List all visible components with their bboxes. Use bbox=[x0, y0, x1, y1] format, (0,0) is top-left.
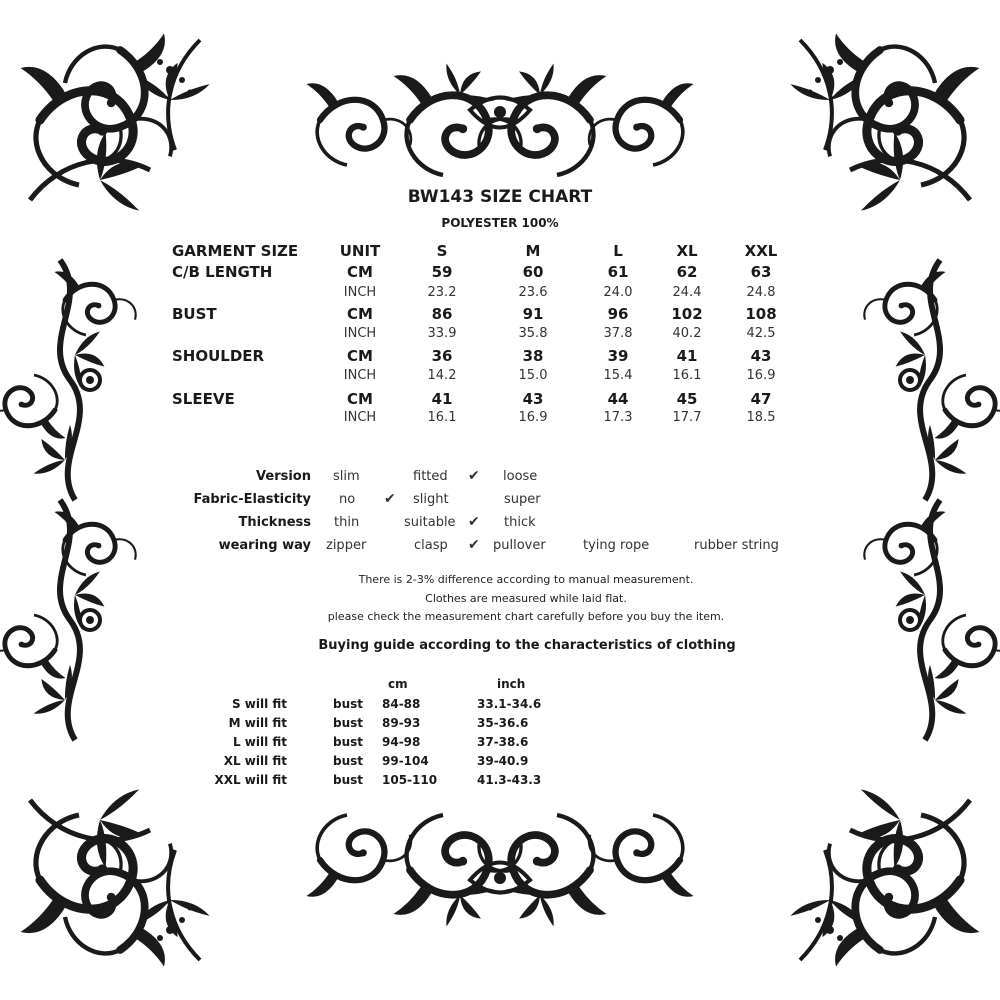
cm-value: 43 bbox=[522, 390, 544, 408]
option-rubber-string: rubber string bbox=[694, 538, 779, 553]
inch-value: 18.5 bbox=[746, 410, 776, 425]
guide-cm-range: 89-93 bbox=[382, 716, 421, 730]
inch-value: 24.0 bbox=[603, 285, 633, 300]
cm-value: 44 bbox=[607, 390, 629, 408]
size-header-s: S bbox=[436, 242, 448, 260]
guide-inch-range: 37-38.6 bbox=[477, 735, 529, 749]
cm-value: 41 bbox=[676, 347, 698, 365]
cm-value: 61 bbox=[607, 263, 629, 281]
cm-value: 59 bbox=[431, 263, 453, 281]
guide-fit-label: XL will fit bbox=[223, 754, 287, 768]
inch-value: 35.8 bbox=[518, 326, 548, 341]
row-label-bust: BUST bbox=[172, 305, 217, 323]
guide-measure: bust bbox=[333, 716, 364, 730]
guide-fit-label: S will fit bbox=[231, 697, 287, 711]
guide-cm-range: 105-110 bbox=[382, 773, 438, 787]
inch-value: 16.9 bbox=[518, 410, 548, 425]
guide-inch-range: 39-40.9 bbox=[477, 754, 529, 768]
size-header-l: L bbox=[613, 242, 623, 260]
option-clasp: clasp bbox=[414, 538, 448, 553]
check-mark-icon: ✔ bbox=[468, 468, 480, 484]
option-thin: thin bbox=[334, 515, 360, 530]
size-header-m: M bbox=[525, 242, 541, 260]
garment-size-header: GARMENT SIZE bbox=[172, 242, 299, 260]
option-pullover: pullover bbox=[493, 538, 546, 553]
inch-value: 15.0 bbox=[518, 368, 548, 383]
check-mark-icon: ✔ bbox=[468, 537, 480, 553]
cm-value: 39 bbox=[607, 347, 629, 365]
inch-value: 16.9 bbox=[746, 368, 776, 383]
inch-value: 33.9 bbox=[427, 326, 457, 341]
guide-fit-label: XXL will fit bbox=[214, 773, 287, 787]
guide-cm-header: cm bbox=[388, 677, 408, 691]
inch-value: 37.8 bbox=[603, 326, 633, 341]
guide-inch-range: 33.1-34.6 bbox=[477, 697, 542, 711]
option-zipper: zipper bbox=[326, 538, 367, 553]
guide-cm-range: 84-88 bbox=[382, 697, 421, 711]
attr-label-wearing-way: wearing way bbox=[218, 538, 311, 553]
inch-value: 16.1 bbox=[672, 368, 702, 383]
unit-cm: CM bbox=[347, 263, 373, 281]
material-label: POLYESTER 100% bbox=[441, 216, 559, 230]
guide-measure: bust bbox=[333, 697, 364, 711]
cm-value: 86 bbox=[431, 305, 453, 323]
inch-value: 23.2 bbox=[427, 285, 457, 300]
guide-inch-range: 35-36.6 bbox=[477, 716, 529, 730]
option-thick: thick bbox=[504, 515, 536, 530]
cm-value: 45 bbox=[676, 390, 698, 408]
attr-label-version: Version bbox=[256, 469, 311, 484]
inch-value: 24.8 bbox=[746, 285, 776, 300]
guide-fit-label: M will fit bbox=[228, 716, 287, 730]
option-no: no bbox=[339, 492, 356, 507]
cm-value: 102 bbox=[671, 305, 703, 323]
inch-value: 16.1 bbox=[427, 410, 457, 425]
cm-value: 47 bbox=[750, 390, 772, 408]
cm-value: 96 bbox=[607, 305, 629, 323]
unit-inch: INCH bbox=[343, 368, 377, 383]
option-fitted: fitted bbox=[413, 469, 448, 484]
size-header-xxl: XXL bbox=[744, 242, 778, 260]
cm-value: 43 bbox=[750, 347, 772, 365]
guide-inch-range: 41.3-43.3 bbox=[477, 773, 542, 787]
inch-value: 24.4 bbox=[672, 285, 702, 300]
inch-value: 15.4 bbox=[603, 368, 633, 383]
cm-value: 60 bbox=[522, 263, 544, 281]
note-check-chart: please check the measurement chart carefully before you buy the item. bbox=[327, 610, 725, 623]
unit-inch: INCH bbox=[343, 410, 377, 425]
unit-cm: CM bbox=[347, 390, 373, 408]
unit-cm: CM bbox=[347, 347, 373, 365]
row-label-sleeve: SLEEVE bbox=[172, 390, 235, 408]
inch-value: 23.6 bbox=[518, 285, 548, 300]
option-slight: slight bbox=[413, 492, 449, 507]
cm-value: 91 bbox=[522, 305, 544, 323]
note-measurement-difference: There is 2-3% difference according to manual measurement. bbox=[358, 573, 694, 586]
attr-label-fabric-elasticity: Fabric-Elasticity bbox=[193, 492, 311, 507]
note-laid-flat: Clothes are measured while laid flat. bbox=[425, 592, 627, 605]
inch-value: 17.7 bbox=[672, 410, 702, 425]
option-loose: loose bbox=[503, 469, 538, 484]
inch-value: 17.3 bbox=[603, 410, 633, 425]
row-label-cb-length: C/B LENGTH bbox=[172, 263, 273, 281]
option-slim: slim bbox=[333, 469, 360, 484]
option-super: super bbox=[504, 492, 541, 507]
unit-header: UNIT bbox=[339, 242, 381, 260]
inch-value: 42.5 bbox=[746, 326, 776, 341]
buying-guide-title: Buying guide according to the characteristics of clothing bbox=[318, 638, 736, 653]
attr-label-thickness: Thickness bbox=[238, 515, 311, 530]
unit-cm: CM bbox=[347, 305, 373, 323]
unit-inch: INCH bbox=[343, 285, 377, 300]
cm-value: 38 bbox=[522, 347, 544, 365]
option-suitable: suitable bbox=[404, 515, 456, 530]
guide-cm-range: 94-98 bbox=[382, 735, 421, 749]
inch-value: 40.2 bbox=[672, 326, 702, 341]
chart-title: BW143 SIZE CHART bbox=[407, 187, 593, 207]
check-mark-icon: ✔ bbox=[468, 514, 480, 530]
cm-value: 63 bbox=[750, 263, 772, 281]
cm-value: 36 bbox=[431, 347, 453, 365]
guide-measure: bust bbox=[333, 735, 364, 749]
inch-value: 14.2 bbox=[427, 368, 457, 383]
guide-fit-label: L will fit bbox=[232, 735, 287, 749]
unit-inch: INCH bbox=[343, 326, 377, 341]
guide-inch-header: inch bbox=[497, 677, 526, 691]
option-tying-rope: tying rope bbox=[583, 538, 650, 553]
check-mark-icon: ✔ bbox=[384, 491, 396, 507]
size-header-xl: XL bbox=[676, 242, 698, 260]
guide-measure: bust bbox=[333, 773, 364, 787]
cm-value: 41 bbox=[431, 390, 453, 408]
row-label-shoulder: SHOULDER bbox=[172, 347, 265, 365]
guide-cm-range: 99-104 bbox=[382, 754, 429, 768]
guide-measure: bust bbox=[333, 754, 364, 768]
cm-value: 108 bbox=[745, 305, 777, 323]
cm-value: 62 bbox=[676, 263, 698, 281]
